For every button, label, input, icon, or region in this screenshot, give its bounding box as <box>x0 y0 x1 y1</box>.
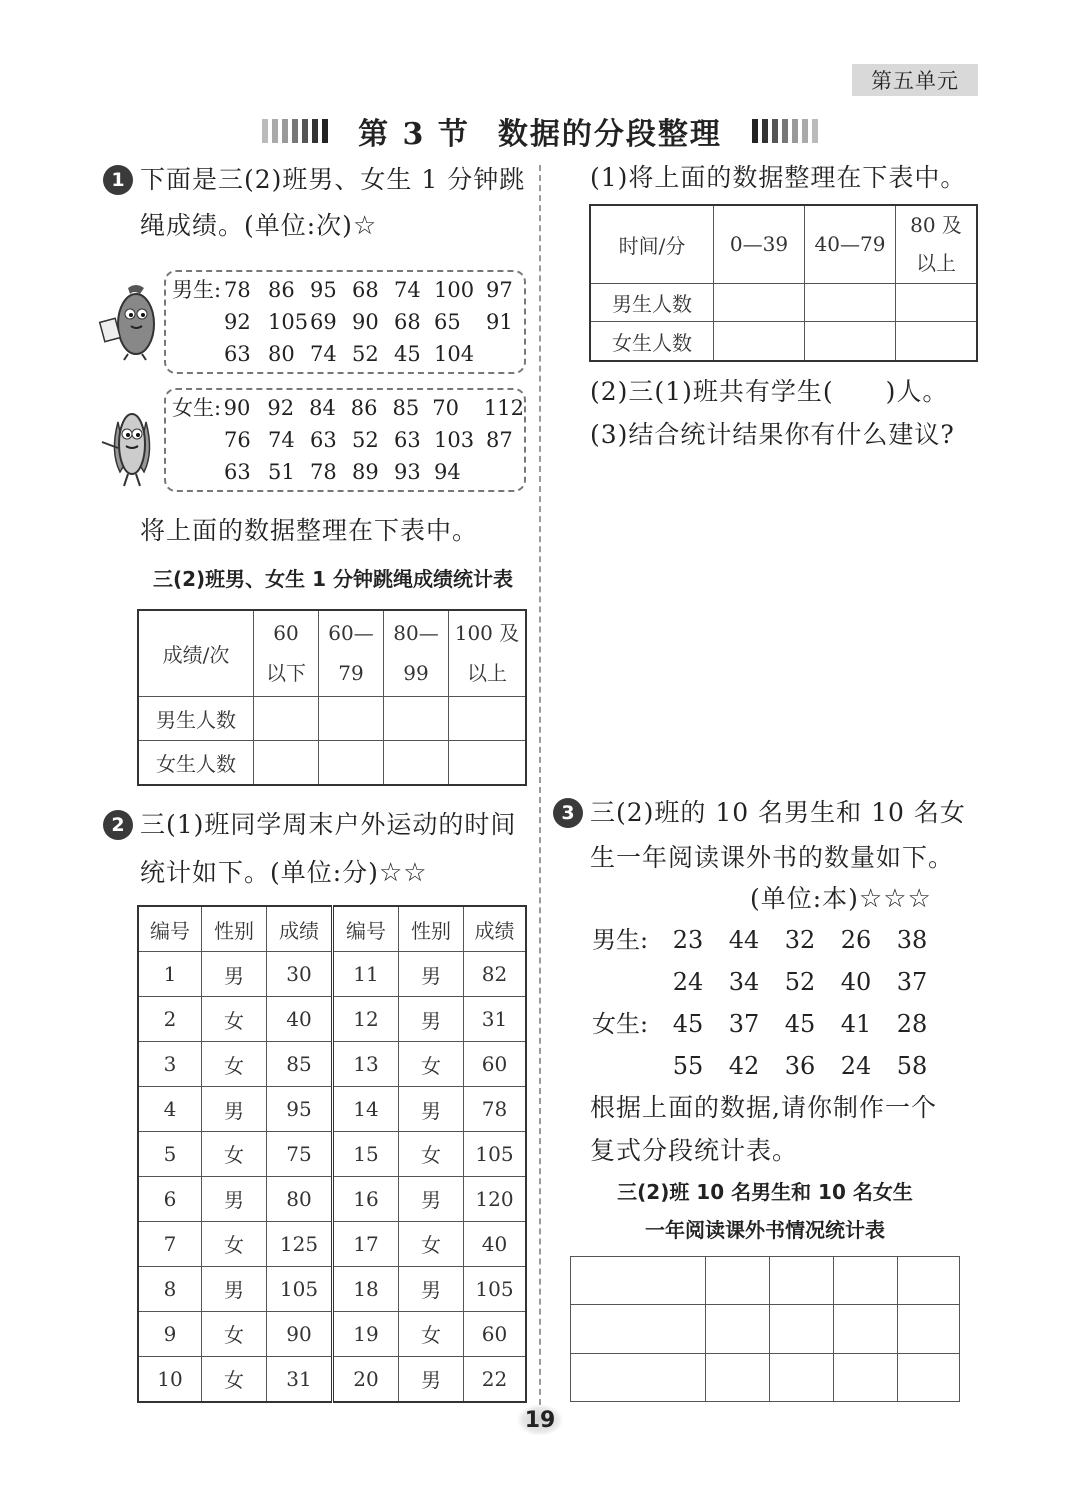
section-title-row <box>0 108 1080 154</box>
q1-instruction: 将上面的数据整理在下表中。 <box>140 516 479 545</box>
blank-cell[interactable] <box>834 1305 898 1353</box>
table-cell: 女 <box>202 1132 267 1177</box>
blank-cell[interactable] <box>706 1353 770 1401</box>
table-cell: 17 <box>333 1221 399 1266</box>
table-cell: 男 <box>202 952 267 997</box>
table-cell: 14 <box>333 1087 399 1132</box>
table-cell: 女 <box>202 1356 267 1402</box>
q1-frequency-table <box>137 609 527 786</box>
blank-cell[interactable] <box>706 1257 770 1305</box>
table-cell: 12 <box>333 997 399 1042</box>
table-cell: 20 <box>333 1356 399 1402</box>
answer-cell[interactable] <box>384 740 449 785</box>
eggplant-mascot-icon <box>98 280 164 362</box>
table-cell: 19 <box>333 1311 399 1356</box>
table-header: 80— 99 <box>384 610 449 696</box>
answer-cell[interactable] <box>449 696 527 740</box>
table-cell: 男 <box>202 1176 267 1221</box>
q2-line1: 三(1)班同学周末户外运动的时间 <box>140 810 517 839</box>
blank-cell[interactable] <box>898 1353 960 1401</box>
table-cell: 男 <box>399 997 464 1042</box>
question-1-badge: 1 <box>103 165 133 195</box>
table-cell: 女 <box>202 1042 267 1087</box>
table-cell: 5 <box>138 1132 202 1177</box>
table-cell: 男 <box>399 1356 464 1402</box>
table-row <box>138 1266 526 1311</box>
unit-tag: 第五单元 <box>852 64 978 96</box>
table-row <box>138 1356 526 1402</box>
answer-cell[interactable] <box>384 696 449 740</box>
blank-cell[interactable] <box>898 1305 960 1353</box>
table-cell: 75 <box>267 1132 333 1177</box>
q3-caption1: 三(2)班 10 名男生和 10 名女生 <box>617 1180 913 1204</box>
row-label: 女生人数 <box>138 740 254 785</box>
table-cell: 22 <box>464 1356 527 1402</box>
q3-blank-table <box>570 1256 960 1402</box>
table-cell: 女 <box>399 1311 464 1356</box>
answer-cell[interactable] <box>714 322 805 361</box>
table-header: 0—39 <box>714 205 805 283</box>
answer-cell[interactable] <box>319 696 384 740</box>
blank-cell[interactable] <box>770 1257 834 1305</box>
column-divider <box>539 165 541 1415</box>
table-cell: 18 <box>333 1266 399 1311</box>
answer-cell[interactable] <box>254 696 319 740</box>
table-cell: 95 <box>267 1087 333 1132</box>
difficulty-star-icon: ☆☆☆ <box>858 884 932 914</box>
table-cell: 82 <box>464 952 527 997</box>
table-cell: 男 <box>202 1087 267 1132</box>
table-cell: 60 <box>464 1311 527 1356</box>
table-cell: 男 <box>399 1266 464 1311</box>
table-cell: 40 <box>267 997 333 1042</box>
q3-line2: 生一年阅读课外书的数量如下。 <box>590 843 955 872</box>
difficulty-star-icon: ☆ <box>352 211 378 241</box>
q2-sub1: (1)将上面的数据整理在下表中。 <box>590 163 967 192</box>
q2-sub2: (2)三(1)班共有学生( )人。 <box>590 377 949 406</box>
table-cell: 80 <box>267 1176 333 1221</box>
q3-line1: 三(2)班的 10 名男生和 10 名女 <box>590 798 966 827</box>
row-label: 男生人数 <box>138 696 254 740</box>
table-row <box>138 1176 526 1221</box>
title-bars-left <box>262 119 328 143</box>
row-label: 男生人数 <box>590 283 714 322</box>
table-cell: 40 <box>464 1221 527 1266</box>
title-bars-right <box>752 119 818 143</box>
table-cell: 男 <box>202 1266 267 1311</box>
table-cell: 2 <box>138 997 202 1042</box>
q1-line1: 下面是三(2)班男、女生 1 分钟跳 <box>140 165 526 194</box>
table-cell: 8 <box>138 1266 202 1311</box>
table-cell: 105 <box>464 1132 527 1177</box>
table-cell: 78 <box>464 1087 527 1132</box>
table-cell: 31 <box>267 1356 333 1402</box>
table-cell: 女 <box>399 1221 464 1266</box>
table-header: 40—79 <box>805 205 896 283</box>
q3-line3: (单位:本)☆☆☆ <box>750 884 932 914</box>
table-corner: 时间/分 <box>590 205 714 283</box>
table-header: 80 及 以上 <box>896 205 978 283</box>
q3-instruction1: 根据上面的数据,请你制作一个 <box>590 1093 937 1122</box>
corn-mascot-icon <box>100 402 164 488</box>
column-header: 编号 <box>138 906 202 952</box>
section-title: 第 3 节 数据的分段整理 <box>358 117 722 152</box>
column-header: 成绩 <box>464 906 527 952</box>
table-header: 60 以下 <box>254 610 319 696</box>
table-cell: 男 <box>399 1176 464 1221</box>
table-cell: 4 <box>138 1087 202 1132</box>
table-cell: 30 <box>267 952 333 997</box>
table-row <box>138 1311 526 1356</box>
table-cell: 7 <box>138 1221 202 1266</box>
answer-cell[interactable] <box>896 322 978 361</box>
column-header: 性别 <box>202 906 267 952</box>
table-cell: 13 <box>333 1042 399 1087</box>
answer-cell[interactable] <box>805 283 896 322</box>
difficulty-star-icon: ☆☆ <box>378 858 428 888</box>
answer-cell[interactable] <box>896 283 978 322</box>
table-cell: 90 <box>267 1311 333 1356</box>
table-cell: 男 <box>399 952 464 997</box>
blank-cell[interactable] <box>834 1257 898 1305</box>
column-header: 成绩 <box>267 906 333 952</box>
answer-cell[interactable] <box>449 740 527 785</box>
table-cell: 85 <box>267 1042 333 1087</box>
q2-frequency-table <box>589 204 978 362</box>
q3-instruction2: 复式分段统计表。 <box>590 1136 799 1165</box>
page-number: 19 <box>518 1405 562 1435</box>
table-cell: 3 <box>138 1042 202 1087</box>
table-cell: 女 <box>202 1311 267 1356</box>
blank-cell[interactable] <box>571 1305 706 1353</box>
table-cell: 9 <box>138 1311 202 1356</box>
table-cell: 女 <box>202 1221 267 1266</box>
answer-cell[interactable] <box>319 740 384 785</box>
table-cell: 15 <box>333 1132 399 1177</box>
question-2-badge: 2 <box>103 810 133 840</box>
table-cell: 女 <box>399 1042 464 1087</box>
table-row <box>138 1221 526 1266</box>
q2-data-table <box>137 905 527 1403</box>
table-row <box>138 1087 526 1132</box>
table-row <box>138 952 526 997</box>
q3-data: 男生: 23 44 32 26 38 24 34 52 40 37 女生: 45 37 45 41 28 55 42 36 24 58 <box>592 926 928 1080</box>
table-cell: 120 <box>464 1176 527 1221</box>
blank-cell[interactable] <box>571 1257 706 1305</box>
table-cell: 16 <box>333 1176 399 1221</box>
blank-cell[interactable] <box>834 1353 898 1401</box>
blank-cell[interactable] <box>770 1353 834 1401</box>
blank-cell[interactable] <box>571 1353 706 1401</box>
answer-cell[interactable] <box>805 322 896 361</box>
blank-cell[interactable] <box>770 1305 834 1353</box>
table-row <box>138 1132 526 1177</box>
table-cell: 125 <box>267 1221 333 1266</box>
table-cell: 女 <box>399 1132 464 1177</box>
table-header: 100 及 以上 <box>449 610 527 696</box>
table-cell: 60 <box>464 1042 527 1087</box>
answer-cell[interactable] <box>714 283 805 322</box>
table-cell: 105 <box>267 1266 333 1311</box>
q1-girls-data-box: 女生: 90 92 84 86 85 70 112 76 74 63 52 63 103 87 63 51 78 89 93 94 <box>164 388 526 492</box>
blank-cell[interactable] <box>706 1305 770 1353</box>
table-cell: 女 <box>202 997 267 1042</box>
table-cell: 10 <box>138 1356 202 1402</box>
answer-cell[interactable] <box>254 740 319 785</box>
table-row <box>138 1042 526 1087</box>
table-corner: 成绩/次 <box>138 610 254 696</box>
q1-boys-data-box: 男生: 78 86 95 68 74 100 97 92 105 69 90 68 65 91 63 80 74 52 45 104 <box>164 270 526 374</box>
q1-line2: 绳成绩。(单位:次)☆ <box>140 211 378 241</box>
table-cell: 11 <box>333 952 399 997</box>
question-3-badge: 3 <box>553 798 583 828</box>
q2-sub3: (3)结合统计结果你有什么建议? <box>590 420 955 449</box>
row-label: 女生人数 <box>590 322 714 361</box>
q3-caption2: 一年阅读课外书情况统计表 <box>645 1218 885 1242</box>
table-cell: 男 <box>399 1087 464 1132</box>
q1-table-caption: 三(2)班男、女生 1 分钟跳绳成绩统计表 <box>152 567 514 591</box>
column-header: 编号 <box>333 906 399 952</box>
table-cell: 1 <box>138 952 202 997</box>
table-cell: 31 <box>464 997 527 1042</box>
q2-line2: 统计如下。(单位:分)☆☆ <box>140 858 428 888</box>
table-cell: 6 <box>138 1176 202 1221</box>
table-row <box>138 997 526 1042</box>
column-header: 性别 <box>399 906 464 952</box>
blank-cell[interactable] <box>898 1257 960 1305</box>
table-header: 60— 79 <box>319 610 384 696</box>
table-cell: 105 <box>464 1266 527 1311</box>
